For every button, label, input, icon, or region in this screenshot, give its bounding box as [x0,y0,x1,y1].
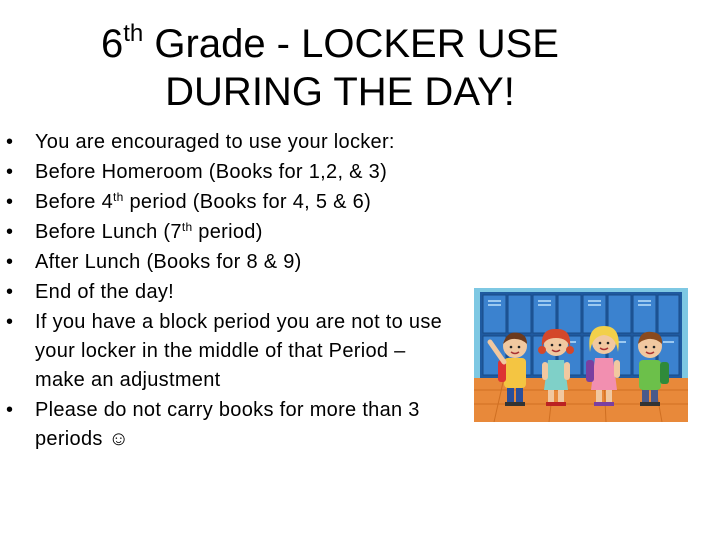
bullet-dot: • [6,251,14,273]
title-superscript: th [123,20,144,47]
bullet-dot: • [6,161,14,183]
bullet-dot: • [6,191,14,213]
bullet-item [0,158,460,187]
bullet-text: After Lunch (Books for 8 & 9) [35,251,302,273]
title-number: 6 [101,22,124,66]
bullet-item [0,218,460,247]
bullet-item [0,248,460,277]
bullet-text-pre: Before 4 [35,191,114,213]
bullet-item [0,308,460,395]
title-line-2: DURING THE DAY! [165,70,515,114]
slide-title [60,20,600,116]
bullet-text: Please do not carry books for more than 3 periods ☺ [35,399,420,450]
bullet-superscript: th [113,190,124,204]
bullet-dot: • [6,281,14,303]
bullet-superscript: th [181,220,193,234]
bullet-list [0,128,460,455]
bullet-item [0,278,460,307]
bullet-dot: • [6,311,14,333]
bullet-text-post: period) [192,221,263,243]
bullet-dot: • [6,399,14,421]
bullet-item [0,188,460,217]
bullet-dot: • [6,221,14,243]
bullet-item [0,396,460,454]
bullet-dot: • [6,131,14,153]
bullet-text-post: period (Books for 4, 5 & 6) [123,191,372,213]
bullet-text-pre: Before Lunch (7 [35,221,182,243]
bullet-text: Before Homeroom (Books for 1,2, & 3) [35,161,388,183]
bullet-text: If you have a block period you are not to use your locker in the middle of that Period – make an adjustment [35,311,443,391]
bullet-item [0,128,460,157]
title-line-1: Grade - LOCKER USE [143,22,559,66]
bullet-text: You are encouraged to use your locker: [35,131,395,153]
kids-at-lockers-illustration [474,288,688,422]
bullet-text: End of the day! [35,281,175,303]
